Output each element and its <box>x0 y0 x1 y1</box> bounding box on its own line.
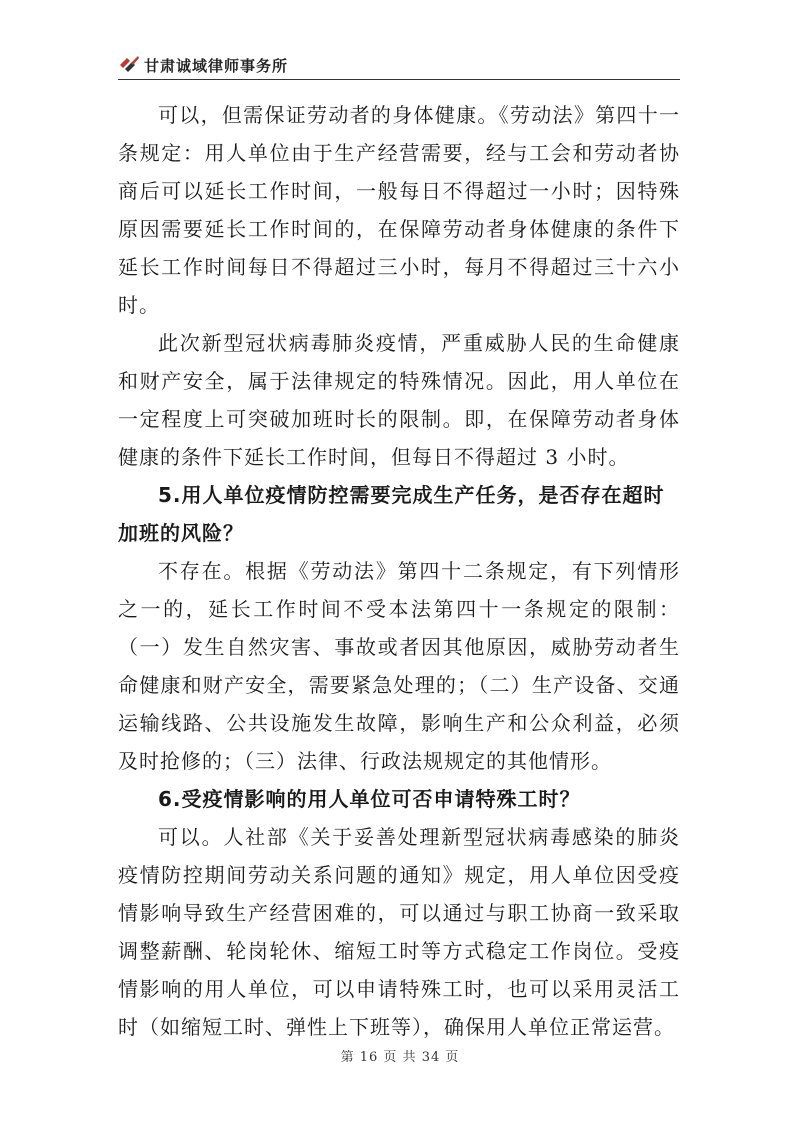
page-number: 第 16 页 共 34 页 <box>340 1050 460 1065</box>
paragraph-epidemic-special-case: 此次新型冠状病毒肺炎疫情，严重威胁人民的生命健康和财产安全，属于法律规定的特殊情况。因此，用人单位在一定程度上可突破加班时长的限制。即，在保障劳动者身体健康的条件下延长工作时间，但每日不得超过 3 小时。 <box>118 331 680 469</box>
paragraph-no-overtime-risk: 不存在。根据《劳动法》第四十二条规定，有下列情形之一的，延长工作时间不受本法第四十一条规定的限制：（一）发生自然灾害、事故或者因其他原因，威胁劳动者生命健康和财产安全，需要紧急处理的；（二）生产设备、交通运输线路、公共设施发生故障，影响生产和公众利益，必须及时抢修的；（三）法律、行政法规规定的其他情形。 <box>118 559 680 773</box>
firm-name: 甘肃诚域律师事务所 <box>144 57 289 75</box>
document-body <box>118 96 680 1046</box>
paragraph-special-working-hours: 可以。人社部《关于妥善处理新型冠状病毒感染的肺炎疫情防控期间劳动关系问题的通知》规定，用人单位因受疫情影响导致生产经营困难的，可以通过与职工协商一致采取调整薪酬、轮岗轮休、缩短工时等方式稳定工作岗位。受疫情影响的用人单位，可以申请特殊工时，也可以采用灵活工时（如缩短工时、弹性上下班等），确保用人单位正常运营。 <box>118 825 680 1039</box>
law-firm-logo-icon <box>118 56 140 74</box>
page-header <box>118 50 680 84</box>
paragraph-overtime-allowed: 可以，但需保证劳动者的身体健康。《劳动法》第四十一条规定：用人单位由于生产经营需要，经与工会和劳动者协商后可以延长工作时间，一般每日不得超过一小时；因特殊原因需要延长工作时间的，在保障劳动者身体健康的条件下延长工作时间每日不得超过三小时，每月不得超过三十六小时。 <box>118 103 680 317</box>
section-heading-6: 6.受疫情影响的用人单位可否申请特殊工时？ <box>158 787 581 811</box>
header-divider <box>118 79 680 80</box>
section-heading-5: 5.用人单位疫情防控需要完成生产任务，是否存在超时加班的风险？ <box>118 483 665 545</box>
